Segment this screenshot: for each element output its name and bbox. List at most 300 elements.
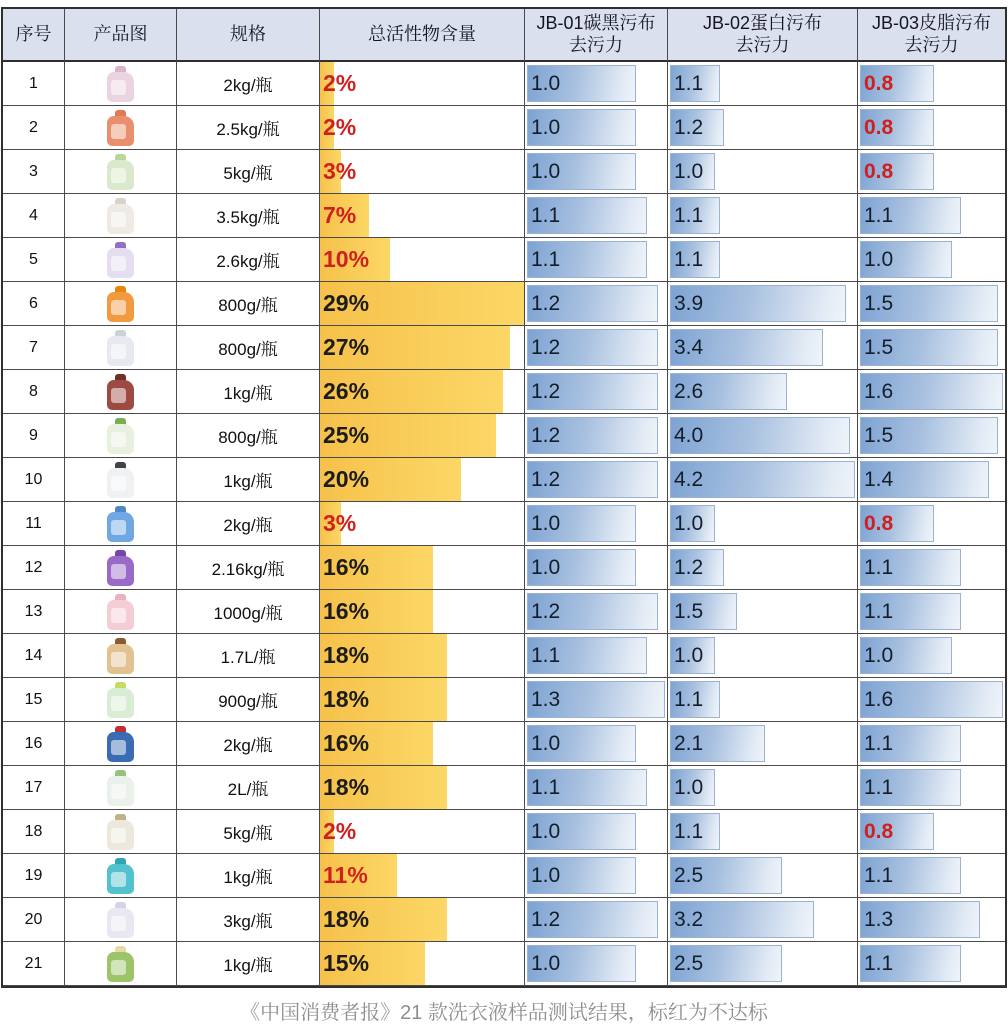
- jb01-cell: [525, 238, 668, 282]
- header-text: 总活性物含量: [368, 23, 476, 44]
- bottle-label: [111, 80, 126, 95]
- active-content-cell: [320, 854, 525, 898]
- col-header-serial: [3, 9, 65, 62]
- spec-value: 1kg/瓶: [223, 384, 273, 403]
- jb03-cell: [858, 370, 1005, 414]
- header-text: 规格: [230, 23, 266, 44]
- jb01-value: 1.1: [531, 247, 561, 271]
- spec-cell: [177, 810, 320, 854]
- bottle-body: [107, 512, 134, 542]
- spec-value: 2kg/瓶: [223, 736, 273, 755]
- product-bottle-icon: [65, 550, 176, 586]
- bottle-label: [111, 828, 126, 843]
- product-bottle-icon: [65, 110, 176, 146]
- active-content-value: 7%: [323, 202, 357, 228]
- jb03-value: 1.1: [864, 731, 894, 755]
- spec-value: 800g/瓶: [218, 428, 278, 447]
- jb02-value: 1.2: [674, 115, 704, 139]
- jb03-cell: [858, 194, 1005, 238]
- jb02-cell: [668, 898, 858, 942]
- active-content-value: 18%: [323, 642, 370, 668]
- jb01-cell: [525, 722, 668, 766]
- jb03-cell: [858, 678, 1005, 722]
- serial-number: 13: [24, 602, 43, 620]
- product-bottle-icon: [65, 594, 176, 630]
- jb03-value: 1.0: [864, 643, 894, 667]
- serial-number: 12: [24, 558, 43, 576]
- jb03-value: 0.8: [864, 511, 894, 535]
- serial-cell: [3, 942, 65, 986]
- jb02-value: 1.0: [674, 775, 704, 799]
- bottle-body: [107, 644, 134, 674]
- bottle-label: [111, 476, 126, 491]
- serial-cell: [3, 590, 65, 634]
- bottle-body: [107, 72, 134, 102]
- table-row: [3, 106, 1005, 150]
- product-bottle-icon: [65, 330, 176, 366]
- spec-value: 800g/瓶: [218, 340, 278, 359]
- active-content-cell: [320, 722, 525, 766]
- active-content-cell: [320, 458, 525, 502]
- jb01-cell: [525, 326, 668, 370]
- jb02-value: 2.1: [674, 731, 704, 755]
- jb02-value: 1.1: [674, 71, 704, 95]
- active-content-cell: [320, 942, 525, 986]
- active-content-value: 16%: [323, 730, 370, 756]
- bottle-label: [111, 564, 126, 579]
- jb02-value: 1.1: [674, 203, 704, 227]
- jb01-value: 1.0: [531, 819, 561, 843]
- bottle-body: [107, 248, 134, 278]
- spec-cell: [177, 62, 320, 106]
- serial-cell: [3, 634, 65, 678]
- col-header-jb02: [668, 9, 858, 62]
- jb02-cell: [668, 502, 858, 546]
- jb02-cell: [668, 722, 858, 766]
- jb01-cell: [525, 62, 668, 106]
- jb02-value: 3.9: [674, 291, 704, 315]
- active-content-value: 18%: [323, 906, 370, 932]
- jb01-cell: [525, 414, 668, 458]
- col-header-active-content: [320, 9, 525, 62]
- jb01-value: 1.1: [531, 775, 561, 799]
- spec-value: 800g/瓶: [218, 296, 278, 315]
- product-bottle-icon: [65, 286, 176, 322]
- active-content-cell: [320, 502, 525, 546]
- jb02-value: 3.4: [674, 335, 704, 359]
- serial-cell: [3, 194, 65, 238]
- product-image-cell: [65, 282, 177, 326]
- jb02-cell: [668, 194, 858, 238]
- bottle-label: [111, 520, 126, 535]
- col-header-jb03: [858, 9, 1005, 62]
- bottle-label: [111, 740, 126, 755]
- spec-value: 2kg/瓶: [223, 516, 273, 535]
- product-bottle-icon: [65, 814, 176, 850]
- product-image-cell: [65, 546, 177, 590]
- serial-number: 17: [24, 778, 43, 796]
- active-content-cell: [320, 326, 525, 370]
- active-content-value: 2%: [323, 70, 357, 96]
- jb02-cell: [668, 106, 858, 150]
- table-row: [3, 898, 1005, 942]
- product-image-cell: [65, 634, 177, 678]
- active-content-cell: [320, 194, 525, 238]
- spec-cell: [177, 326, 320, 370]
- jb03-value: 1.5: [864, 335, 894, 359]
- active-content-cell: [320, 546, 525, 590]
- bottle-body: [107, 864, 134, 894]
- jb02-value: 3.2: [674, 907, 704, 931]
- bottle-body: [107, 292, 134, 322]
- jb03-cell: [858, 326, 1005, 370]
- jb02-cell: [668, 238, 858, 282]
- active-content-value: 27%: [323, 334, 370, 360]
- active-content-value: 26%: [323, 378, 370, 404]
- serial-number: 8: [29, 382, 38, 400]
- jb02-value: 1.1: [674, 247, 704, 271]
- col-header-jb01: [525, 9, 668, 62]
- serial-number: 19: [24, 866, 43, 884]
- spec-value: 5kg/瓶: [223, 824, 273, 843]
- bottle-body: [107, 732, 134, 762]
- jb03-cell: [858, 634, 1005, 678]
- jb01-cell: [525, 194, 668, 238]
- serial-number: 15: [24, 690, 43, 708]
- jb02-cell: [668, 370, 858, 414]
- jb01-cell: [525, 502, 668, 546]
- bottle-label: [111, 916, 126, 931]
- jb03-cell: [858, 898, 1005, 942]
- spec-value: 900g/瓶: [218, 692, 278, 711]
- jb03-value: 1.4: [864, 467, 894, 491]
- product-bottle-icon: [65, 242, 176, 278]
- serial-cell: [3, 854, 65, 898]
- spec-cell: [177, 942, 320, 986]
- jb01-cell: [525, 854, 668, 898]
- col-header-product-image: [65, 9, 177, 62]
- serial-number: 6: [29, 294, 38, 312]
- serial-cell: [3, 150, 65, 194]
- bottle-label: [111, 300, 126, 315]
- product-bottle-icon: [65, 682, 176, 718]
- serial-cell: [3, 678, 65, 722]
- bottle-label: [111, 652, 126, 667]
- jb02-cell: [668, 546, 858, 590]
- active-content-value: 18%: [323, 774, 370, 800]
- serial-number: 7: [29, 338, 38, 356]
- active-content-cell: [320, 414, 525, 458]
- jb01-cell: [525, 106, 668, 150]
- header-text: JB-02蛋白污布: [702, 12, 823, 33]
- spec-value: 1kg/瓶: [223, 472, 273, 491]
- jb03-value: 1.1: [864, 599, 894, 623]
- active-content-value: 2%: [323, 114, 357, 140]
- product-bottle-icon: [65, 946, 176, 982]
- bottle-label: [111, 344, 126, 359]
- table-row: [3, 678, 1005, 722]
- product-bottle-icon: [65, 374, 176, 410]
- spec-cell: [177, 238, 320, 282]
- product-bottle-icon: [65, 638, 176, 674]
- table-row: [3, 458, 1005, 502]
- jb01-cell: [525, 590, 668, 634]
- jb01-value: 1.0: [531, 555, 561, 579]
- bottle-body: [107, 688, 134, 718]
- product-image-cell: [65, 942, 177, 986]
- product-image-cell: [65, 722, 177, 766]
- jb02-value: 2.5: [674, 863, 704, 887]
- bottle-body: [107, 952, 134, 982]
- spec-cell: [177, 106, 320, 150]
- table-row: [3, 150, 1005, 194]
- active-content-value: 29%: [323, 290, 370, 316]
- product-image-cell: [65, 898, 177, 942]
- spec-cell: [177, 370, 320, 414]
- spec-value: 2.16kg/瓶: [211, 560, 285, 579]
- jb03-cell: [858, 766, 1005, 810]
- spec-cell: [177, 854, 320, 898]
- jb02-cell: [668, 854, 858, 898]
- jb01-value: 1.2: [531, 907, 561, 931]
- bottle-body: [107, 468, 134, 498]
- jb01-cell: [525, 766, 668, 810]
- product-bottle-icon: [65, 726, 176, 762]
- jb01-cell: [525, 370, 668, 414]
- header-text: 去污力: [569, 34, 623, 55]
- jb03-cell: [858, 942, 1005, 986]
- col-header-spec: [177, 9, 320, 62]
- header-text: 序号: [15, 23, 52, 44]
- jb03-value: 1.5: [864, 423, 894, 447]
- jb01-value: 1.0: [531, 511, 561, 535]
- active-content-value: 3%: [323, 510, 357, 536]
- serial-cell: [3, 458, 65, 502]
- spec-cell: [177, 282, 320, 326]
- product-image-cell: [65, 458, 177, 502]
- product-image-cell: [65, 502, 177, 546]
- bottle-label: [111, 696, 126, 711]
- product-bottle-icon: [65, 902, 176, 938]
- jb02-cell: [668, 810, 858, 854]
- product-image-cell: [65, 326, 177, 370]
- jb01-cell: [525, 678, 668, 722]
- jb02-value: 4.2: [674, 467, 704, 491]
- active-content-value: 2%: [323, 818, 357, 844]
- spec-cell: [177, 546, 320, 590]
- product-image-cell: [65, 414, 177, 458]
- jb02-cell: [668, 678, 858, 722]
- serial-number: 10: [24, 470, 43, 488]
- spec-cell: [177, 722, 320, 766]
- jb01-value: 1.2: [531, 467, 561, 491]
- active-content-cell: [320, 766, 525, 810]
- bottle-body: [107, 820, 134, 850]
- jb03-value: 1.6: [864, 379, 894, 403]
- active-content-value: 25%: [323, 422, 370, 448]
- product-bottle-icon: [65, 770, 176, 806]
- serial-cell: [3, 898, 65, 942]
- serial-number: 16: [24, 734, 43, 752]
- spec-cell: [177, 194, 320, 238]
- bottle-label: [111, 388, 126, 403]
- active-content-cell: [320, 370, 525, 414]
- product-bottle-icon: [65, 154, 176, 190]
- jb01-cell: [525, 634, 668, 678]
- active-content-value: 11%: [323, 862, 368, 888]
- jb01-value: 1.2: [531, 291, 561, 315]
- jb02-cell: [668, 326, 858, 370]
- jb02-cell: [668, 150, 858, 194]
- jb02-value: 1.1: [674, 687, 704, 711]
- jb03-cell: [858, 414, 1005, 458]
- bottle-body: [107, 908, 134, 938]
- active-content-value: 20%: [323, 466, 370, 492]
- serial-cell: [3, 414, 65, 458]
- jb01-value: 1.0: [531, 863, 561, 887]
- jb02-value: 1.5: [674, 599, 704, 623]
- active-content-cell: [320, 150, 525, 194]
- spec-cell: [177, 678, 320, 722]
- bottle-body: [107, 380, 134, 410]
- product-bottle-icon: [65, 506, 176, 542]
- jb01-value: 1.2: [531, 599, 561, 623]
- jb03-cell: [858, 854, 1005, 898]
- spec-value: 1.7L/瓶: [220, 648, 276, 667]
- serial-cell: [3, 722, 65, 766]
- jb01-value: 1.2: [531, 379, 561, 403]
- jb01-cell: [525, 150, 668, 194]
- spec-value: 2L/瓶: [227, 780, 269, 799]
- active-content-value: 16%: [323, 554, 370, 580]
- jb03-value: 0.8: [864, 819, 894, 843]
- bottle-label: [111, 960, 126, 975]
- product-bottle-icon: [65, 418, 176, 454]
- active-content-cell: [320, 282, 525, 326]
- jb03-cell: [858, 590, 1005, 634]
- jb01-cell: [525, 810, 668, 854]
- spec-value: 1000g/瓶: [213, 604, 283, 623]
- serial-number: 11: [25, 514, 42, 532]
- jb01-value: 1.0: [531, 159, 561, 183]
- header-text: JB-03皮脂污布: [871, 12, 992, 33]
- jb01-cell: [525, 458, 668, 502]
- jb03-value: 1.6: [864, 687, 894, 711]
- serial-cell: [3, 282, 65, 326]
- jb03-cell: [858, 62, 1005, 106]
- active-content-cell: [320, 106, 525, 150]
- jb03-cell: [858, 722, 1005, 766]
- serial-cell: [3, 546, 65, 590]
- jb03-cell: [858, 458, 1005, 502]
- serial-number: 5: [29, 250, 38, 268]
- table-row: [3, 722, 1005, 766]
- spec-value: 3.5kg/瓶: [216, 208, 280, 227]
- product-image-cell: [65, 62, 177, 106]
- spec-cell: [177, 502, 320, 546]
- active-content-cell: [320, 590, 525, 634]
- table-row: [3, 370, 1005, 414]
- table-row: [3, 194, 1005, 238]
- bottle-body: [107, 600, 134, 630]
- table-row: [3, 942, 1005, 986]
- active-content-cell: [320, 238, 525, 282]
- jb02-value: 1.1: [674, 819, 704, 843]
- spec-cell: [177, 634, 320, 678]
- serial-cell: [3, 106, 65, 150]
- product-image-cell: [65, 238, 177, 282]
- bottle-body: [107, 424, 134, 454]
- serial-number: 18: [24, 822, 43, 840]
- jb01-value: 1.0: [531, 731, 561, 755]
- jb03-value: 1.1: [864, 775, 894, 799]
- jb02-cell: [668, 590, 858, 634]
- jb03-value: 0.8: [864, 71, 894, 95]
- active-content-value: 3%: [323, 158, 357, 184]
- jb03-cell: [858, 150, 1005, 194]
- spec-value: 2.6kg/瓶: [216, 252, 280, 271]
- jb02-cell: [668, 942, 858, 986]
- jb03-cell: [858, 502, 1005, 546]
- jb03-cell: [858, 282, 1005, 326]
- active-content-cell: [320, 678, 525, 722]
- active-content-cell: [320, 62, 525, 106]
- serial-cell: [3, 370, 65, 414]
- spec-cell: [177, 766, 320, 810]
- table-row: [3, 634, 1005, 678]
- jb01-cell: [525, 898, 668, 942]
- jb02-value: 4.0: [674, 423, 704, 447]
- jb01-value: 1.0: [531, 951, 561, 975]
- serial-number: 1: [29, 74, 38, 92]
- serial-number: 4: [29, 206, 38, 224]
- table-row: [3, 238, 1005, 282]
- serial-cell: [3, 326, 65, 370]
- product-bottle-icon: [65, 198, 176, 234]
- header-text: JB-01碳黑污布: [536, 12, 656, 33]
- jb01-value: 1.3: [531, 687, 561, 711]
- spec-cell: [177, 150, 320, 194]
- jb03-cell: [858, 106, 1005, 150]
- header-text: 去污力: [904, 34, 959, 55]
- jb03-cell: [858, 810, 1005, 854]
- spec-cell: [177, 458, 320, 502]
- bottle-label: [111, 124, 126, 139]
- serial-cell: [3, 238, 65, 282]
- bottle-label: [111, 432, 126, 447]
- active-content-cell: [320, 898, 525, 942]
- table-row: [3, 766, 1005, 810]
- jb01-value: 1.0: [531, 115, 561, 139]
- product-image-cell: [65, 766, 177, 810]
- product-image-cell: [65, 810, 177, 854]
- jb02-cell: [668, 458, 858, 502]
- table-row: [3, 414, 1005, 458]
- spec-value: 1kg/瓶: [223, 956, 273, 975]
- jb03-value: 1.1: [864, 951, 894, 975]
- spec-value: 1kg/瓶: [223, 868, 273, 887]
- serial-number: 21: [24, 954, 43, 972]
- spec-cell: [177, 590, 320, 634]
- jb03-cell: [858, 546, 1005, 590]
- table-row: [3, 62, 1005, 106]
- product-image-cell: [65, 150, 177, 194]
- bottle-label: [111, 212, 126, 227]
- bottle-body: [107, 116, 134, 146]
- serial-number: 2: [29, 118, 38, 136]
- serial-number: 14: [24, 646, 43, 664]
- product-image-cell: [65, 590, 177, 634]
